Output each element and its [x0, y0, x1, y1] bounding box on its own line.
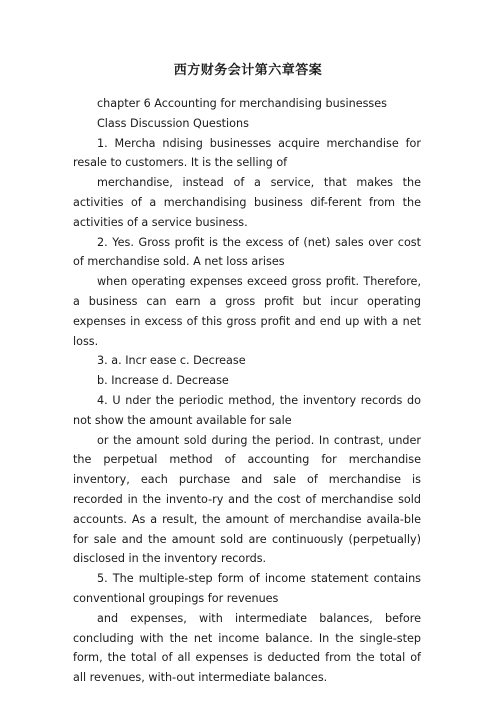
paragraph: or the amount sold during the period. In contrast, under the perpetual method of accounting for merchandise inventory, each purchase and sale of merchandise is recorded in the invento-ry and the cost of merchandise sold accounts. As a result, the amount of merchandise availa-ble for sale and the amount sold are continuously (perpetually) disclosed in the inventory records. — [73, 433, 421, 566]
paragraph: and expenses, with intermediate balances, before concluding with the net income balance. In the single-step form, the total of all expenses is deducted from the total of all revenues, with-out intermediate balances. — [73, 611, 421, 685]
paragraph: Class Discussion Questions — [97, 116, 249, 130]
paragraph: 5. The multiple-step form of income statement contains conventional groupings for revenues — [73, 572, 421, 605]
paragraph: 4. U nder the periodic method, the inventory records do not show the amount available for sale — [73, 393, 421, 427]
document-body — [73, 94, 421, 688]
paragraph: chapter 6 Accounting for merchandising businesses — [97, 97, 387, 110]
paragraph: 2. Yes. Gross profit is the excess of (net) sales over cost of merchandise sold. A net loss arises — [73, 235, 421, 269]
paragraph: merchandise, instead of a service, that makes the activities of a merchandising business dif-ferent from the activities of a service business. — [73, 176, 421, 229]
paragraph: when operating expenses exceed gross profit. Therefore, a business can earn a gross profit but incur operating expenses in excess of this gross profit and end up with a net loss. — [73, 275, 421, 348]
document-title: 西方财务会计第六章答案 — [173, 63, 323, 78]
paragraph: b. Increase d. Decrease — [97, 374, 229, 388]
paragraph: 1. Mercha ndising businesses acquire merchandise for resale to customers. It is the selling of — [73, 136, 421, 170]
paragraph: 3. a. Incr ease c. Decrease — [97, 354, 246, 368]
